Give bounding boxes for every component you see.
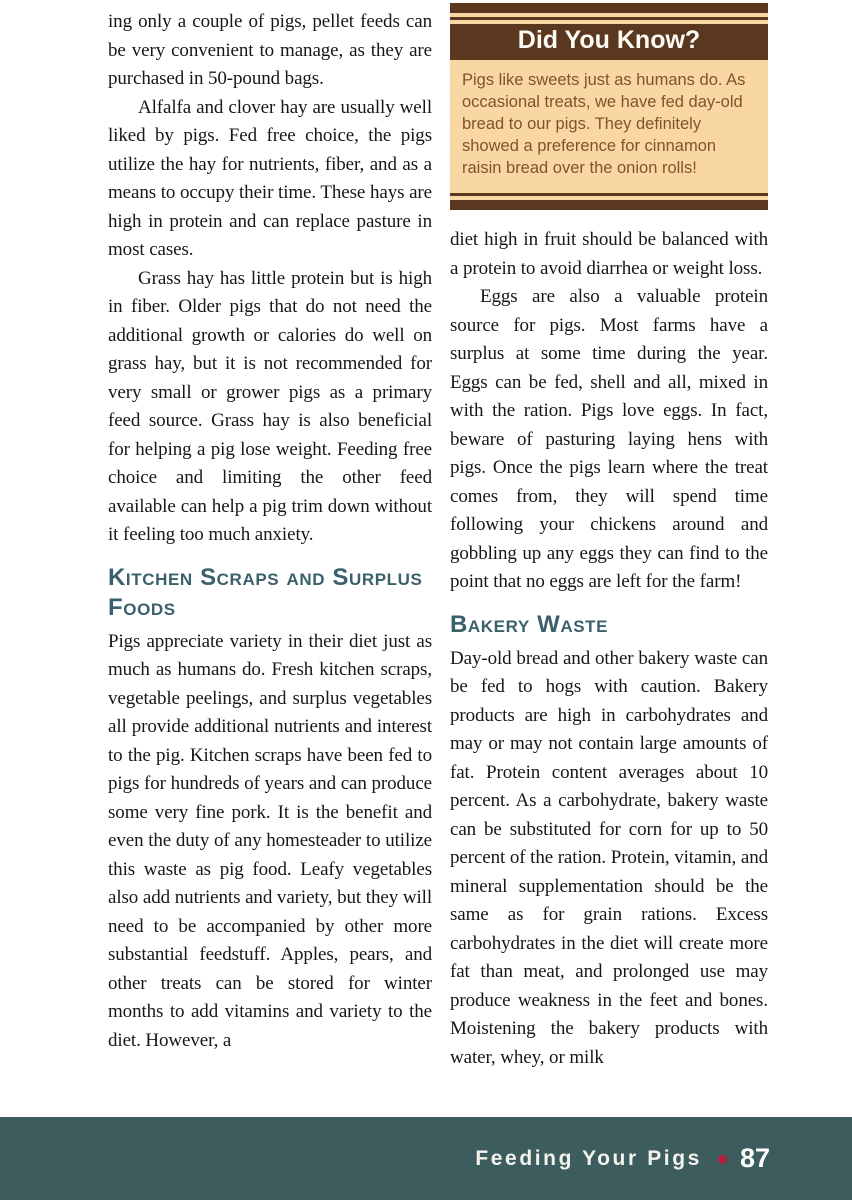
paragraph-pellet-feeds: ing only a couple of pigs, pellet feeds can be very convenient to manage, as they are purchased in 50-pound bags. — [108, 11, 432, 89]
paragraph-alfalfa-clover: Alfalfa and clover hay are usually well liked by pigs. Fed free choice, the pigs utilize the hay for nutrients, fiber, and as a means to occupy their time. These hays are high in protein and can replace pasture in most cases. — [108, 96, 432, 260]
callout-body-text: Pigs like sweets just as humans do. As occasional treats, we have fed day-old bread to our pigs. They definitely showed a preference for cinnamon raisin bread over the onion rolls! — [462, 71, 746, 177]
section-heading-kitchen-scraps: Kitchen Scraps and Surplus Foods — [108, 563, 423, 621]
did-you-know-box — [450, 3, 768, 210]
page-number: 87 — [739, 1143, 770, 1173]
paragraph-grass-hay: Grass hay has little protein but is high in fiber. Older pigs that do not need the additional growth or calories do well on grass hay, but it is not recommended for very small or grower pigs as a primary feed source. Grass hay is also beneficial for helping a pig lose weight. Feeding free choice and limiting the other feed available can help a pig trim down without it feeling too much anxiety. — [108, 267, 432, 545]
paragraph-kitchen-scraps: Pigs appreciate variety in their diet just as much as humans do. Fresh kitchen scraps, vegetable peelings, and surplus vegetables all provide additional nutrients and interest to the pig. Kitchen scraps have been fed to pigs for hundreds of years and can produce some very fine pork. It is the benefit and even the duty of any homesteader to utilize this waste as pig food. Leafy vegetables also add nutrients and variety, but they will need to be accompanied by other more substantial feedstuff. Apples, pears, and other treats can be stored for winter months to add vitamins and variety to the diet. However, a — [108, 630, 432, 1051]
callout-top-bar — [450, 3, 768, 13]
section-heading-bakery-waste: Bakery Waste — [450, 610, 609, 638]
callout-bottom-rule — [450, 193, 768, 196]
paragraph-eggs: Eggs are also a valuable protein source for pigs. Most farms have a surplus at some time during the year. Eggs can be fed, shell and all, mixed in with the ration. Pigs love eggs. In fact, beware of pasturing laying hens with pigs. Once the pigs learn where the treat comes from, they will spend time following your chickens around and gobbling up any eggs they can find to the point that no eggs are left for the farm! — [450, 286, 768, 592]
callout-top-rule — [450, 17, 768, 20]
page-footer — [0, 1117, 852, 1200]
chapter-title: Feeding Your Pigs — [475, 1146, 702, 1170]
callout-title: Did You Know? — [450, 24, 768, 60]
left-column — [108, 8, 432, 1114]
right-column — [450, 3, 768, 1115]
callout-bottom-bar — [450, 200, 768, 210]
paragraph-bakery-waste: Day-old bread and other bakery waste can be fed to hogs with caution. Bakery products are high in carbohydrates and may or may not contain large amounts of fat. Protein content averages about 10 percent. As a carbohydrate, bakery waste can be substituted for corn for up to 50 percent of the ration. Protein, vitamin, and mineral supplementation should be the same as for grain rations. Excess carbohydrates in the diet will create more fat than meat, and prolonged use may produce weakness in the feet and bones. Moistening the bakery products with water, whey, or milk — [450, 647, 768, 1068]
separator-dot-icon — [718, 1155, 727, 1164]
paragraph-fruit-diet: diet high in fruit should be balanced with a protein to avoid diarrhea or weight loss. — [450, 229, 768, 279]
